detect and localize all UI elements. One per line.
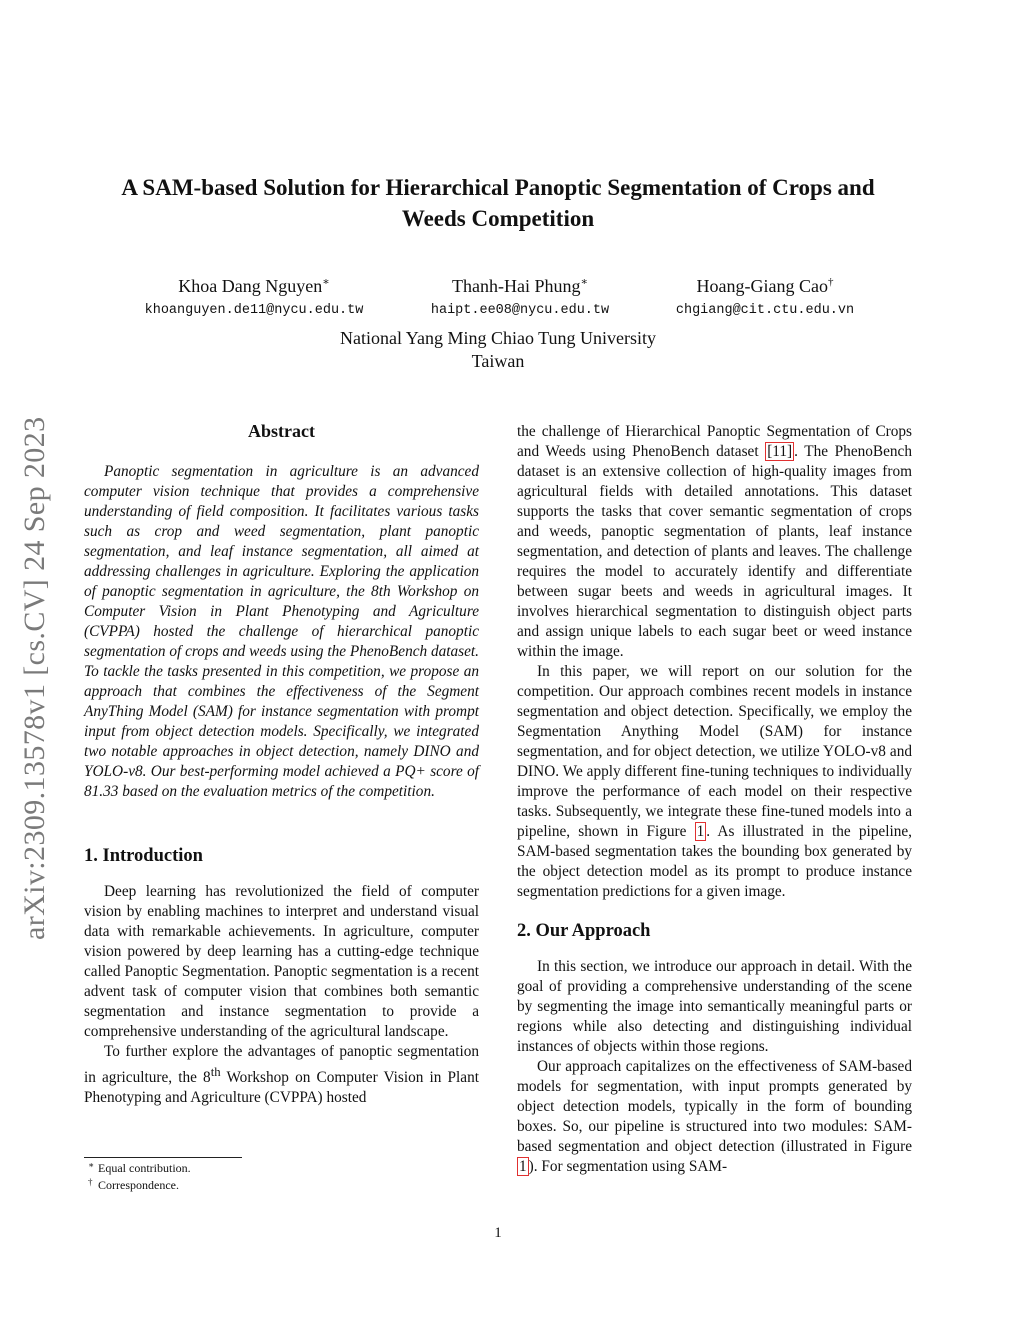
footnote-mark: ∗ xyxy=(88,1160,95,1170)
right-column xyxy=(517,422,912,1177)
author-name: Thanh-Hai Phung∗ xyxy=(452,276,588,296)
footnote: † Correspondence. xyxy=(84,1177,384,1194)
affiliation-institution: National Yang Ming Chiao Tung University xyxy=(339,328,657,348)
figure-reference-link[interactable]: 1 xyxy=(519,1158,527,1175)
author-name: Hoang-Giang Cao† xyxy=(696,276,834,296)
footnote: ∗ Equal contribution. xyxy=(84,1160,384,1177)
affiliation xyxy=(250,327,746,373)
author-block xyxy=(400,270,640,321)
introduction-heading: 1. Introduction xyxy=(84,846,203,866)
title-line-2: Weeds Competition xyxy=(401,206,595,231)
author-block xyxy=(660,270,870,321)
author-email: khoanguyen.de11@nycu.edu.tw xyxy=(144,303,364,318)
footnote-mark: † xyxy=(88,1177,93,1187)
citation-link[interactable]: [11] xyxy=(767,443,793,460)
left-column xyxy=(84,420,479,1108)
figure-reference-link[interactable]: 1 xyxy=(696,823,705,840)
author-mark: ∗ xyxy=(580,276,588,288)
author-mark: ∗ xyxy=(322,276,330,288)
author-email: haipt.ee08@nycu.edu.tw xyxy=(430,303,610,318)
author-mark: † xyxy=(827,276,834,288)
introduction-paragraph-2: To further explore the advantages of panoptic segmentation in agriculture, the 8th Workshop on Computer Vision in Plant Phenotyping and Agriculture (CVPPA) hosted xyxy=(84,1043,479,1107)
footnotes xyxy=(84,1160,384,1194)
abstract-heading: Abstract xyxy=(248,421,315,441)
footnote-divider xyxy=(84,1157,242,1158)
author-email: chgiang@cit.ctu.edu.vn xyxy=(675,303,855,318)
introduction-paragraph-3: In this paper, we will report on our solution for the competition. Our approach combines recent models in instance segmentation and object detection. Specifically, we employ the Segmentation Anything Model (SAM) for instance segmentation, and for object detection, we utilize YOLO-v8 and DINO. We apply different fine-tuning techniques to individually improve the performance of each model on their respective tasks. Subsequently, we integrate these fine-tuned models into a pipeline, shown in Figure 1 . As illustrated in the pipeline, SAM-based segmentation takes the bounding box generated by the object detection model as its prompt to produce instance segmentation predictions for a given image. xyxy=(517,663,912,900)
author-name: Khoa Dang Nguyen∗ xyxy=(178,276,330,296)
abstract-text: Panoptic segmentation in agriculture is an advanced computer vision technique that provides a comprehensive understanding of field composition. It facilitates various tasks such as crop and weed segmentation, plant panoptic segmentation, and leaf instance segmentation, all aimed at addressing challenges in agriculture. Exploring the application of panoptic segmentation in agriculture, the 8th Workshop on Computer Vision in Plant Phenotyping and Agriculture (CVPPA) hosted the challenge of hierarchical panoptic segmentation of crops and weeds using the PhenoBench dataset. To tackle the tasks presented in this competition, we propose an approach that combines the effectiveness of the Segment AnyThing Model (SAM) for instance segmentation with prompt input from object detection models. Specifically, we integrated two notable approaches in object detection, namely DINO and YOLO-v8. Our best-performing model achieved a PQ+ score of 81.33 based on the evaluation metrics of the competition. xyxy=(84,463,479,800)
introduction-paragraph-1: Deep learning has revolutionized the field of computer vision by enabling machines to interpret and understand visual data with remarkable achievements. In agriculture, computer vision powered by deep learning has a cutting-edge technique called Panoptic Segmentation. Panoptic segmentation is a recent advent task of computer vision that combines both semantic segmentation and instance segmentation to provide a comprehensive understanding of the agricultural landscape. xyxy=(84,883,479,1040)
paper-title xyxy=(80,172,916,234)
approach-paragraph-1: In this section, we introduce our approach in detail. With the goal of providing a comprehensive understanding of the scene by segmenting the image into semantically meaningful parts or regions while also detecting and distinguishing individual instances of objects within those regions. xyxy=(517,958,912,1055)
affiliation-country: Taiwan xyxy=(471,351,525,371)
title-line-1: A SAM-based Solution for Hierarchical Panoptic Segmentation of Crops and xyxy=(121,175,875,200)
introduction-paragraph-2-continued: the challenge of Hierarchical Panoptic Segmentation of Crops and Weeds using PhenoBench dataset [11] . The PhenoBench dataset is an extensive collection of high-quality images from agricultural fields with detailed annotations. This dataset supports the tasks that cover semantic segmentation of crops and weeds, panoptic segmentation of plants, leaf instance segmentation, and detection of plants and leaves. The challenge requires the model to accurately identify and differentiate between sugar beets and weeds in agricultural images. It involves hierarchical segmentation to distinguish object parts and assign unique labels to each sugar beet or weed instance within the image. xyxy=(517,423,912,660)
page-number: 1 xyxy=(494,1225,502,1241)
arxiv-identifier: arXiv:2309.13578v1 [cs.CV] 24 Sep 2023 xyxy=(18,416,51,940)
approach-paragraph-2: Our approach capitalizes on the effectiveness of SAM-based models for segmentation, with input prompts generated by object detection models, typically in the form of bounding boxes. So, our pipeline is structured into two modules: SAM-based segmentation and object detection (illustrated in Figure 1 ). For segmentation using SAM- xyxy=(517,1058,912,1175)
author-block xyxy=(128,270,380,321)
approach-heading: 2. Our Approach xyxy=(517,921,651,941)
ordinal-superscript: th xyxy=(210,1065,221,1079)
